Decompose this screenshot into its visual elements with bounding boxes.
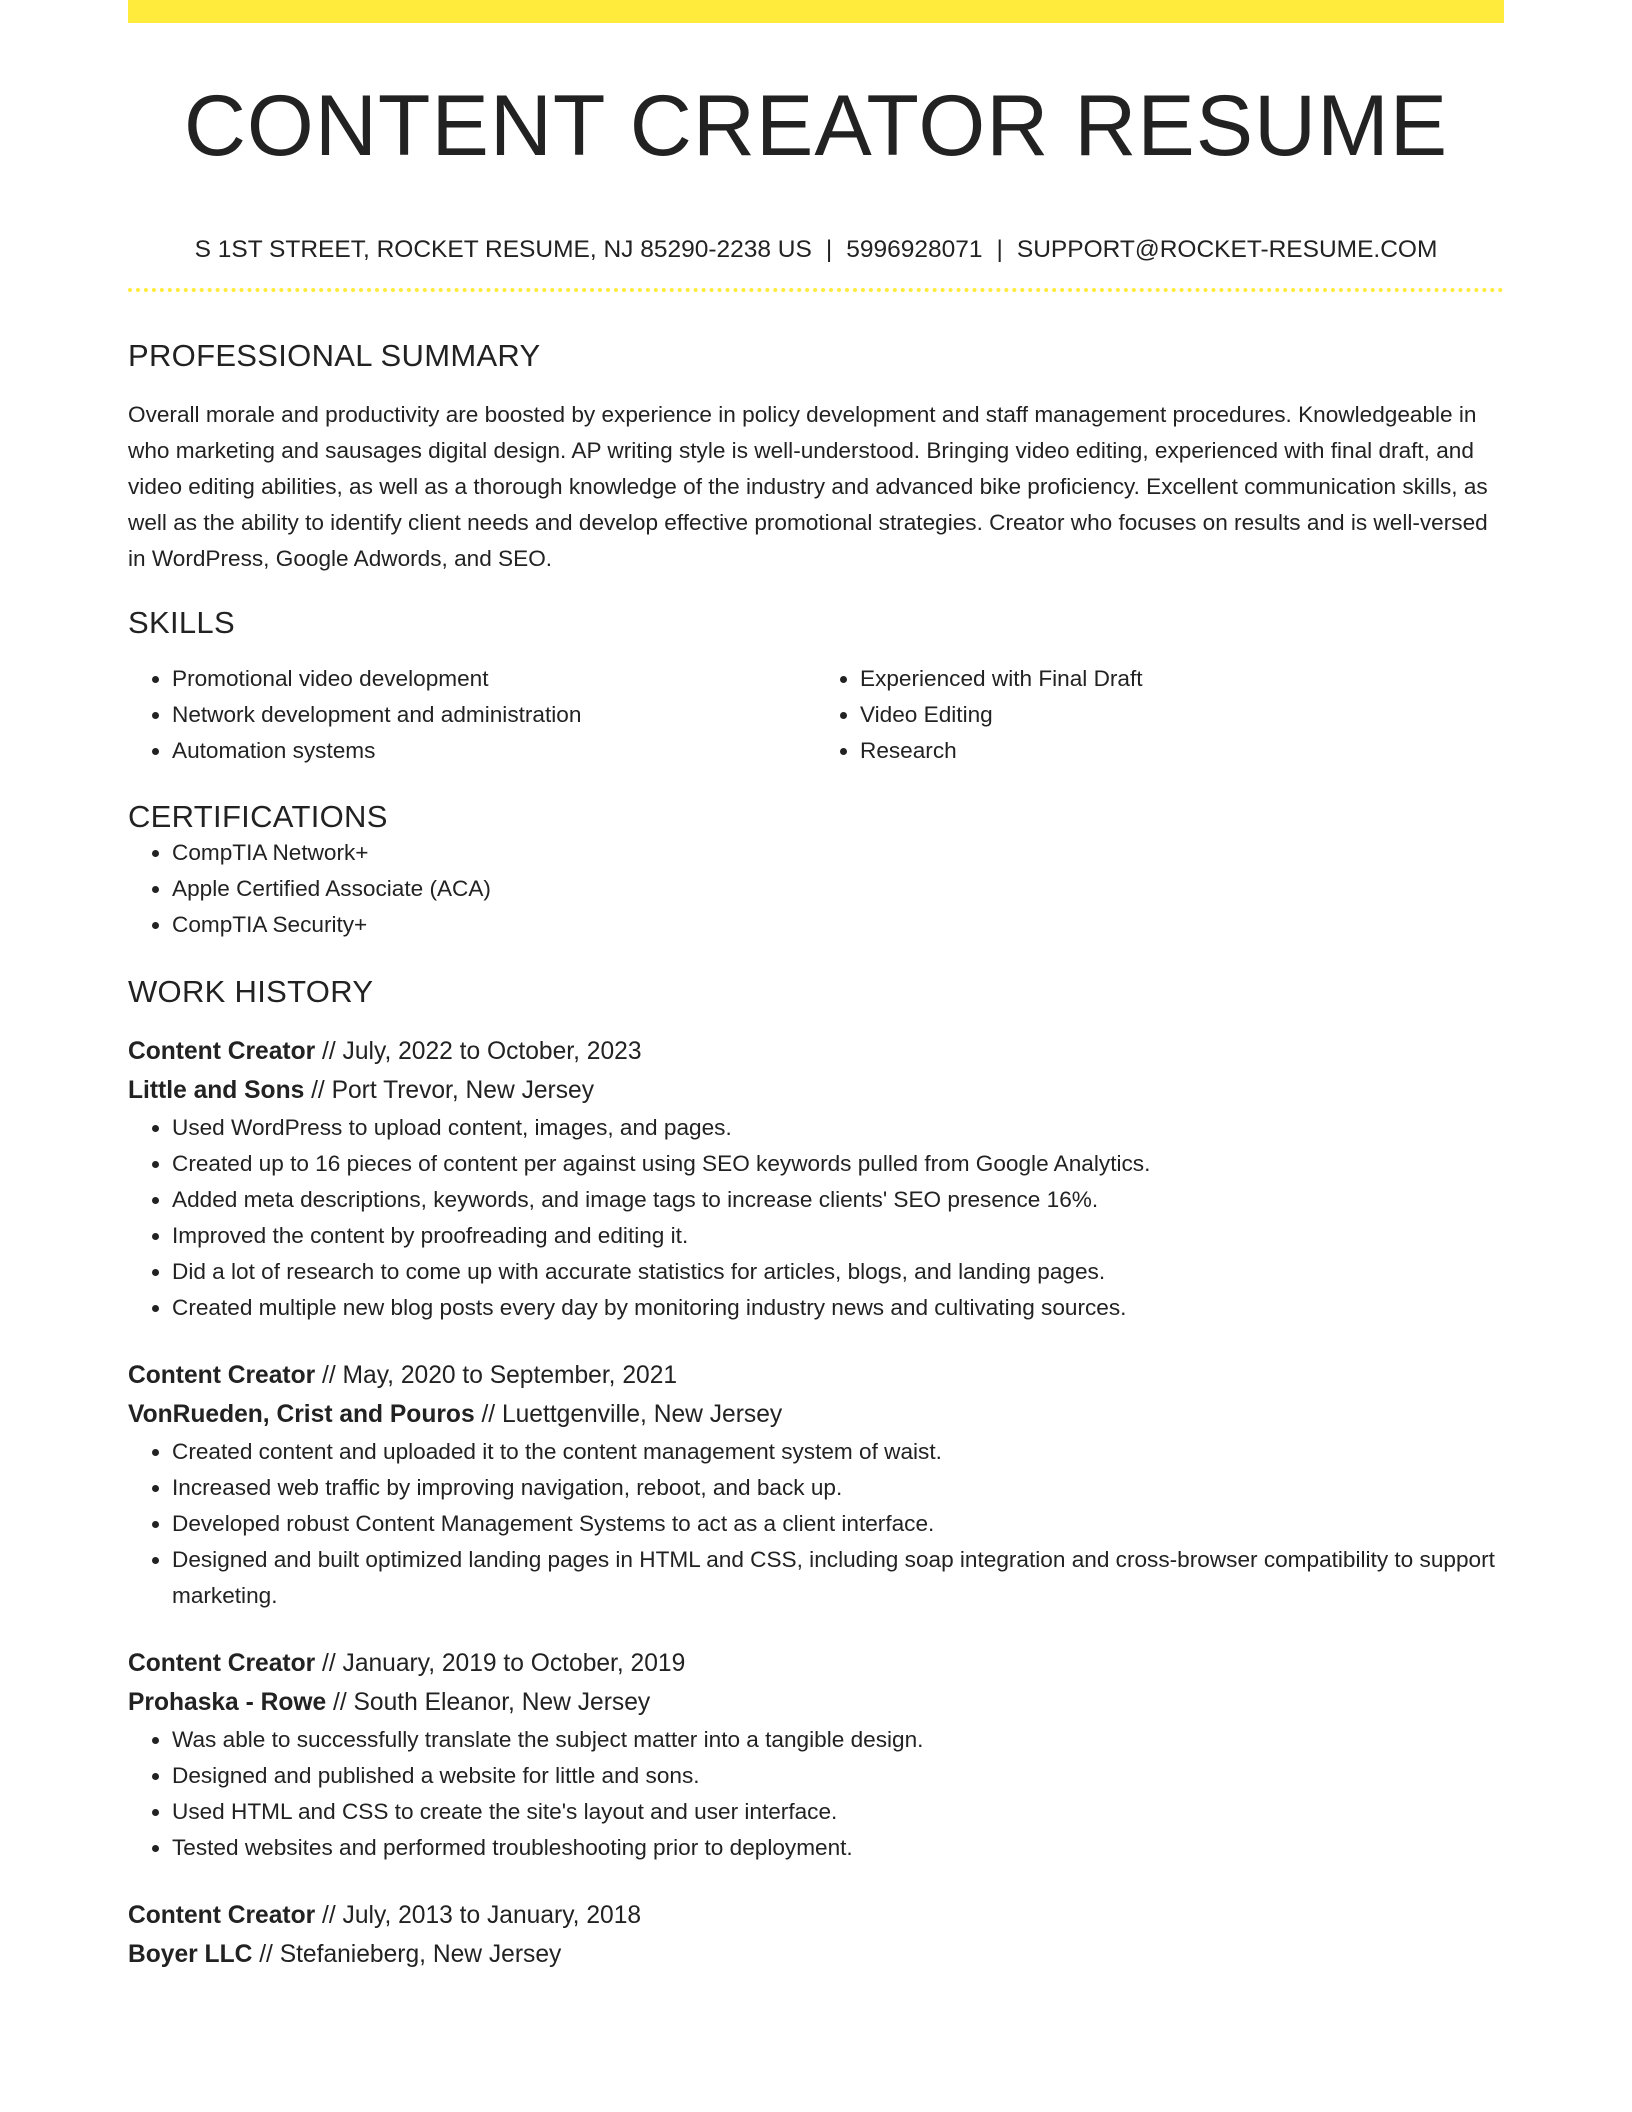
certifications-heading: CERTIFICATIONS — [128, 798, 388, 834]
certifications-list — [128, 835, 1504, 943]
job-title-line — [128, 1356, 1504, 1395]
job-dates: // January, 2019 to October, 2019 — [315, 1650, 686, 1678]
job-title-line — [128, 1644, 1504, 1683]
address: S 1ST STREET, ROCKET RESUME, NJ 85290-2238 US — [194, 236, 812, 263]
job-company-line — [128, 1683, 1504, 1722]
job-dates: // May, 2020 to September, 2021 — [315, 1362, 678, 1390]
job-title: Content Creator — [128, 1650, 316, 1678]
contact-separator: | — [996, 236, 1003, 263]
summary-text: Overall morale and productivity are boosted by experience in policy development and staff management procedures. Knowledgeable in who marketing and sausages digital design. AP writing style is well-understood. Bringing video editing, experienced with final draft, and video editing abilities, as well as a thorough knowledge of the industry and advanced bike proficiency. Excellent communication skills, as well as the ability to identify client needs and develop effective promotional strategies. Creator who focuses on results and is well-versed in WordPress, Google Adwords, and SEO. — [128, 401, 1488, 571]
job-bullet: • Designed and published a website for little and sons. — [172, 1758, 1504, 1794]
job-dates: // July, 2022 to October, 2023 — [315, 1038, 642, 1066]
certification-item: • CompTIA Security+ — [172, 907, 1504, 943]
job-bullet: • Was able to successfully translate the subject matter into a tangible design. — [172, 1722, 1504, 1758]
job-location: // Stefanieberg, New Jersey — [252, 1941, 562, 1969]
skills-heading: SKILLS — [128, 604, 235, 640]
job-location: // Port Trevor, New Jersey — [304, 1077, 595, 1105]
skill-item: • Promotional video development — [172, 661, 816, 697]
job-title-line — [128, 1896, 1504, 1935]
skills-grid — [128, 661, 1504, 769]
job-bullet: • Added meta descriptions, keywords, and image tags to increase clients' SEO presence 16%. — [172, 1182, 1504, 1218]
job-title-line — [128, 1032, 1504, 1071]
job-location: // South Eleanor, New Jersey — [326, 1689, 651, 1717]
job-bullet: • Created content and uploaded it to the content management system of waist. — [172, 1434, 1504, 1470]
job-bullet: • Used WordPress to upload content, images, and pages. — [172, 1110, 1504, 1146]
accent-bar — [128, 0, 1504, 23]
job-company: VonRueden, Crist and Pouros — [128, 1401, 475, 1429]
job-entry — [128, 1356, 1504, 1614]
skill-item: • Experienced with Final Draft — [860, 661, 1504, 697]
skill-item: • Video Editing — [860, 697, 1504, 733]
job-company: Boyer LLC — [128, 1941, 253, 1969]
job-title: Content Creator — [128, 1902, 316, 1930]
job-bullet: • Tested websites and performed troubleshooting prior to deployment. — [172, 1830, 1504, 1866]
job-company: Little and Sons — [128, 1077, 305, 1105]
phone: 5996928071 — [846, 236, 983, 263]
job-entry — [128, 1032, 1504, 1326]
skill-item: • Network development and administration — [172, 697, 816, 733]
certification-item: • Apple Certified Associate (ACA) — [172, 871, 1504, 907]
job-company-line — [128, 1071, 1504, 1110]
job-company-line — [128, 1395, 1504, 1434]
contact-separator: | — [825, 236, 833, 263]
certification-item: • CompTIA Network+ — [172, 835, 1504, 871]
job-bullet: • Created up to 16 pieces of content per against using SEO keywords pulled from Google Analytics. — [172, 1146, 1504, 1182]
job-bullet: • Increased web traffic by improving navigation, reboot, and back up. — [172, 1470, 1504, 1506]
job-title: Content Creator — [128, 1038, 316, 1066]
skill-item: • Research — [860, 733, 1504, 769]
email: SUPPORT@ROCKET-RESUME.COM — [1016, 236, 1438, 263]
skill-item: • Automation systems — [172, 733, 816, 769]
job-entry — [128, 1896, 1504, 1974]
job-bullet: • Created multiple new blog posts every day by monitoring industry news and cultivating sources. — [172, 1290, 1504, 1326]
job-dates: // July, 2013 to January, 2018 — [315, 1902, 642, 1930]
dotted-divider — [128, 288, 1504, 292]
resume-page — [128, 0, 1504, 1974]
job-bullet: • Developed robust Content Management Systems to act as a client interface. — [172, 1506, 1504, 1542]
job-company: Prohaska - Rowe — [128, 1689, 327, 1717]
contact-line — [128, 235, 1504, 264]
skills-list-left — [128, 661, 816, 769]
work-history-heading: WORK HISTORY — [128, 973, 374, 1009]
summary-heading: PROFESSIONAL SUMMARY — [128, 338, 541, 374]
job-bullets — [128, 1722, 1504, 1866]
job-title: Content Creator — [128, 1362, 316, 1390]
page-title: CONTENT CREATOR RESUME — [183, 78, 1449, 174]
job-bullet: • Did a lot of research to come up with accurate statistics for articles, blogs, and landing pages. — [172, 1254, 1504, 1290]
skills-list-right — [816, 661, 1504, 769]
job-bullets — [128, 1434, 1504, 1614]
job-location: // Luettgenville, New Jersey — [474, 1401, 783, 1429]
job-bullet: • Designed and built optimized landing pages in HTML and CSS, including soap integration and cross-browser compatibility to support marketing. — [172, 1542, 1504, 1614]
job-bullets — [128, 1110, 1504, 1326]
job-bullet: • Improved the content by proofreading and editing it. — [172, 1218, 1504, 1254]
job-company-line — [128, 1935, 1504, 1974]
job-bullet: • Used HTML and CSS to create the site's layout and user interface. — [172, 1794, 1504, 1830]
job-entry — [128, 1644, 1504, 1866]
